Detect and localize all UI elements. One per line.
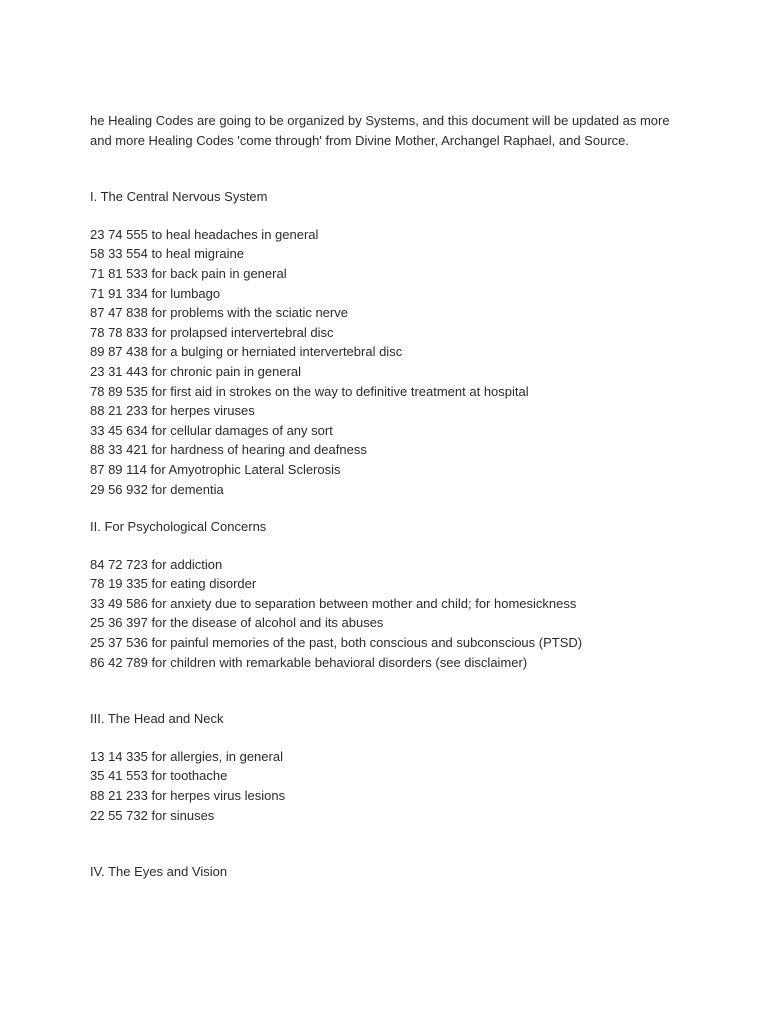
document-page bbox=[90, 111, 730, 882]
code-item: 22 55 732 for sinuses bbox=[90, 807, 215, 823]
section-heading: II. For Psychological Concerns bbox=[90, 519, 267, 535]
code-item: 88 33 421 for hardness of hearing and deafness bbox=[90, 442, 367, 458]
code-item: 86 42 789 for children with remarkable behavioral disorders (see disclaimer) bbox=[90, 654, 528, 670]
code-item: 23 31 443 for chronic pain in general bbox=[90, 363, 302, 379]
section-heading: IV. The Eyes and Vision bbox=[90, 864, 228, 880]
code-item: 78 19 335 for eating disorder bbox=[90, 576, 257, 592]
section-heading: I. The Central Nervous System bbox=[90, 189, 268, 205]
code-item: 89 87 438 for a bulging or herniated intervertebral disc bbox=[90, 344, 403, 360]
intro-paragraph bbox=[90, 111, 730, 150]
code-item: 87 47 838 for problems with the sciatic nerve bbox=[90, 305, 348, 321]
code-item: 33 45 634 for cellular damages of any sort bbox=[90, 422, 333, 438]
spacer bbox=[90, 150, 730, 187]
code-list bbox=[90, 225, 730, 499]
intro-line: and more Healing Codes 'come through' from Divine Mother, Archangel Raphael, and Source. bbox=[90, 132, 629, 148]
code-item: 88 21 233 for herpes virus lesions bbox=[90, 788, 286, 804]
code-item: 35 41 553 for toothache bbox=[90, 768, 228, 784]
section-central-nervous-system bbox=[90, 187, 730, 499]
code-item: 33 49 586 for anxiety due to separation between mother and child; for homesickness bbox=[90, 595, 577, 611]
code-item: 25 36 397 for the disease of alcohol and its abuses bbox=[90, 615, 384, 631]
code-item: 78 78 833 for prolapsed intervertebral disc bbox=[90, 324, 334, 340]
spacer bbox=[90, 537, 730, 555]
code-item: 25 37 536 for painful memories of the past, both conscious and subconscious (PTSD) bbox=[90, 635, 583, 651]
code-item: 78 89 535 for first aid in strokes on the way to definitive treatment at hospital bbox=[90, 383, 529, 399]
code-item: 88 21 233 for herpes viruses bbox=[90, 403, 255, 419]
code-item: 71 81 533 for back pain in general bbox=[90, 265, 287, 281]
code-item: 29 56 932 for dementia bbox=[90, 481, 224, 497]
spacer bbox=[90, 825, 730, 862]
spacer bbox=[90, 499, 730, 517]
code-item: 23 74 555 to heal headaches in general bbox=[90, 226, 319, 242]
code-item: 58 33 554 to heal migraine bbox=[90, 246, 244, 262]
code-list bbox=[90, 747, 730, 825]
section-heading: III. The Head and Neck bbox=[90, 711, 224, 727]
section-psychological-concerns bbox=[90, 517, 730, 672]
spacer bbox=[90, 207, 730, 225]
intro-line: he Healing Codes are going to be organized by Systems, and this document will be updated as more bbox=[90, 113, 670, 128]
section-head-and-neck bbox=[90, 709, 730, 825]
code-list bbox=[90, 555, 730, 673]
code-item: 87 89 114 for Amyotrophic Lateral Sclerosis bbox=[90, 461, 341, 477]
code-item: 71 91 334 for lumbago bbox=[90, 285, 221, 301]
spacer bbox=[90, 729, 730, 747]
spacer bbox=[90, 672, 730, 709]
section-eyes-and-vision bbox=[90, 862, 730, 882]
code-item: 84 72 723 for addiction bbox=[90, 556, 223, 572]
code-item: 13 14 335 for allergies, in general bbox=[90, 748, 283, 764]
